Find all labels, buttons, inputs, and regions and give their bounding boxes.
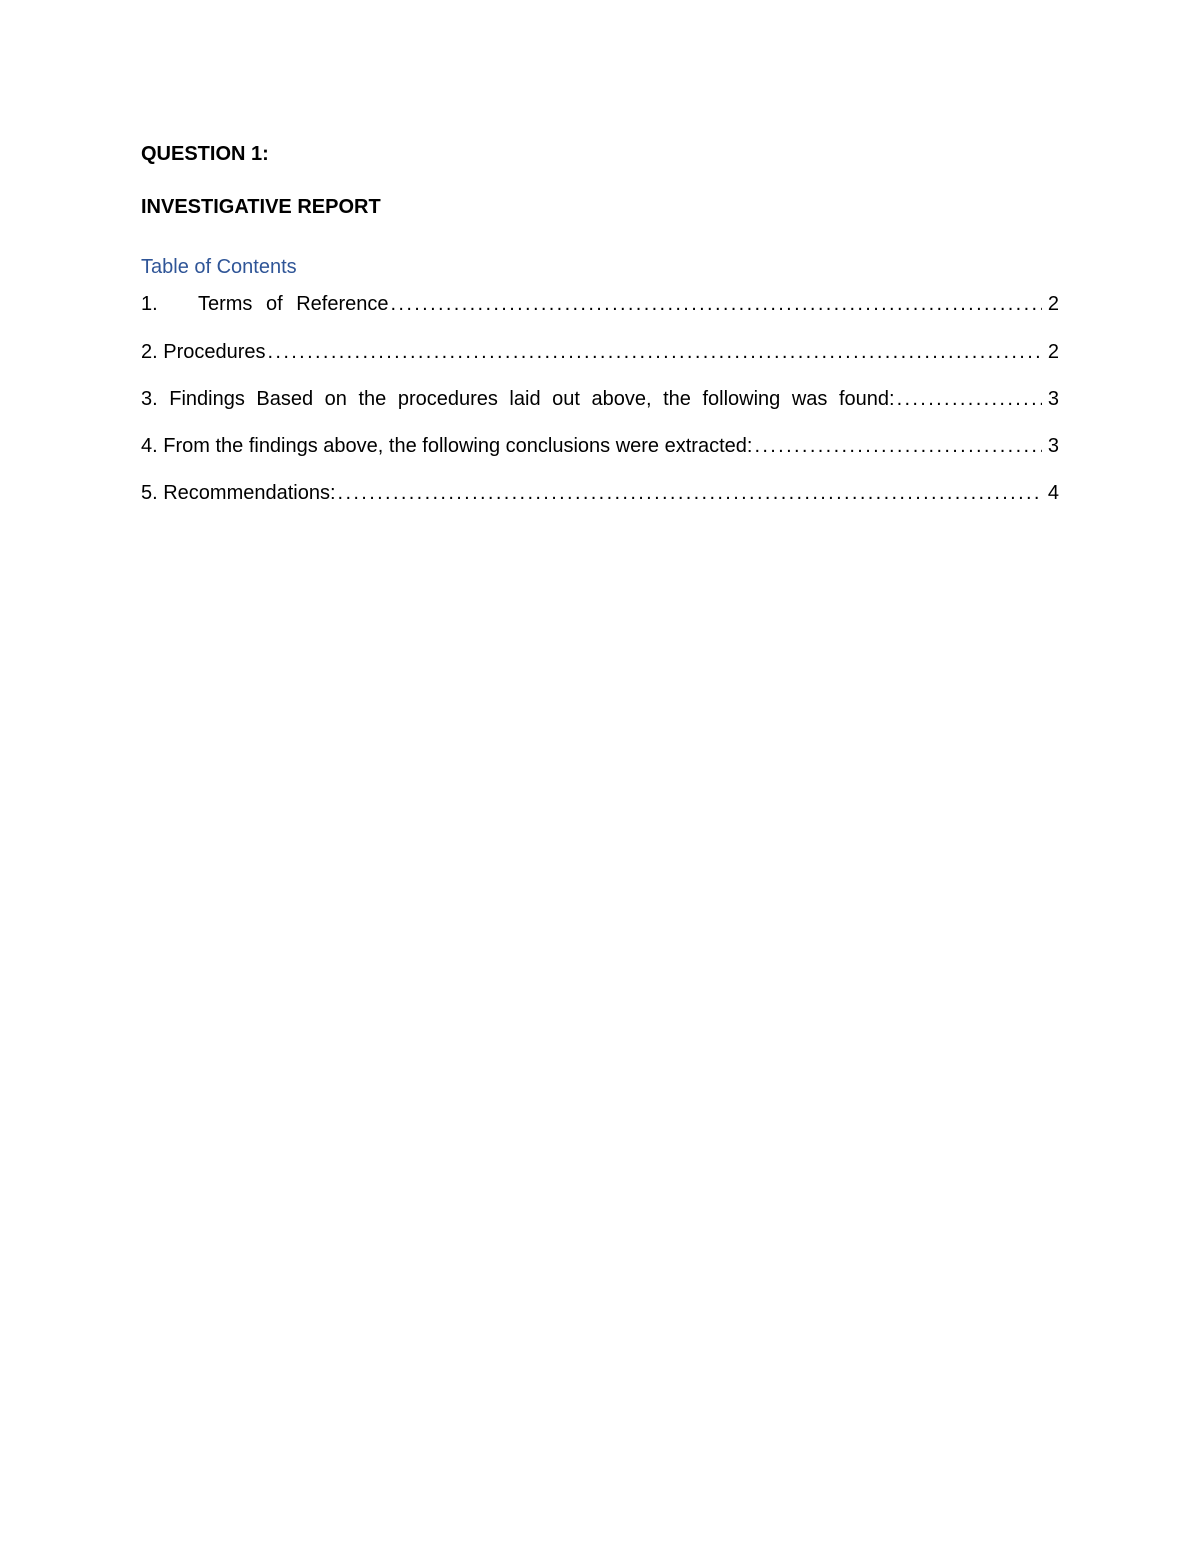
toc-entry-page: 4 — [1042, 480, 1059, 506]
toc-entry-label: 5. Recommendations: — [141, 482, 336, 504]
toc-entry-findings[interactable] — [141, 386, 1059, 412]
toc-entry-page: 2 — [1042, 291, 1059, 317]
toc-dot-leader — [391, 291, 1042, 317]
toc-entry-procedures[interactable] — [141, 339, 1059, 365]
toc-entry-page: 3 — [1042, 433, 1059, 459]
toc-dot-leader — [754, 433, 1041, 459]
report-title: INVESTIGATIVE REPORT — [141, 196, 381, 218]
question-heading: QUESTION 1: — [141, 143, 269, 165]
toc-heading: Table of Contents — [141, 256, 297, 278]
toc-entry-terms-of-reference[interactable] — [141, 291, 1059, 317]
toc-entry-recommendations[interactable] — [141, 480, 1059, 506]
toc-entry-conclusions[interactable] — [141, 433, 1059, 459]
toc-entry-label: 4. From the findings above, the following conclusions were extracted: — [141, 435, 753, 457]
toc-dot-leader — [338, 480, 1042, 506]
toc-dot-leader — [268, 339, 1042, 365]
toc-entry-page: 3 — [1042, 386, 1059, 412]
toc-entry-label: 1. Terms of Reference — [141, 293, 389, 315]
toc-entry-page: 2 — [1042, 339, 1059, 365]
toc-entry-label: 3. Findings Based on the procedures laid out above, the following was found: — [141, 388, 895, 410]
toc-dot-leader — [897, 386, 1042, 412]
toc-entry-label: 2. Procedures — [141, 341, 266, 363]
